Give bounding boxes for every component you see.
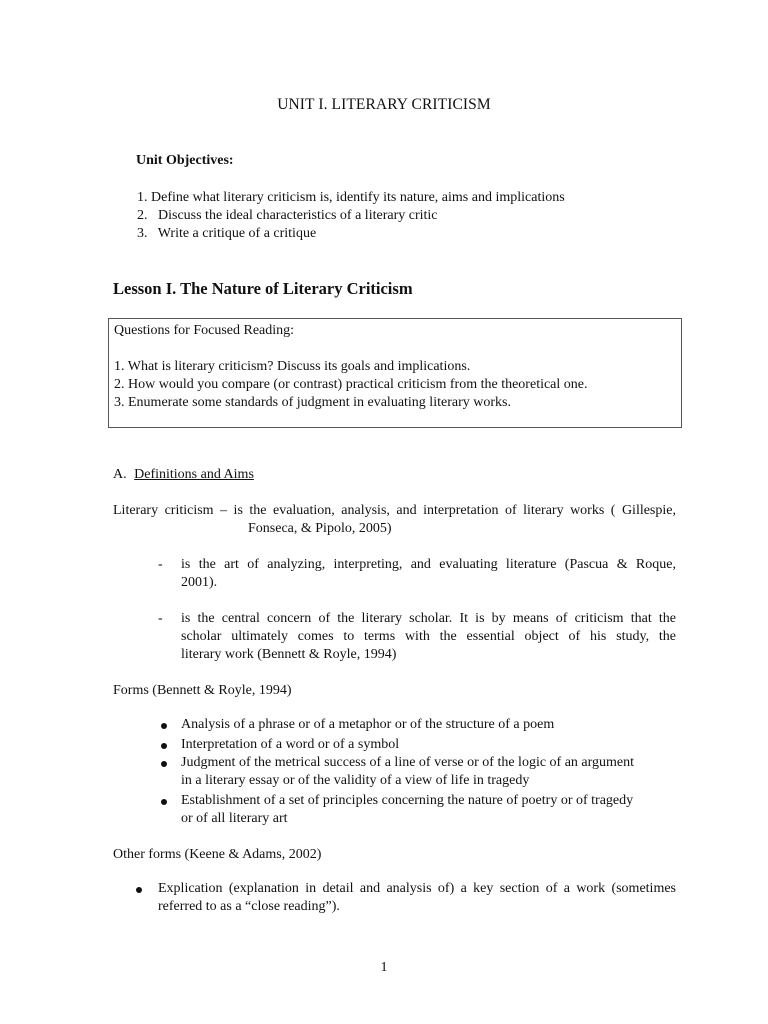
objectives-heading: Unit Objectives: (136, 153, 234, 168)
section-a-prefix: A. (113, 467, 127, 482)
dash-item-2-line-1: is the central concern of the literary scholar. It is by means of criticism that the (181, 611, 676, 626)
focus-question-2: 2. How would you compare (or contrast) practical criticism from the theoretical one. (114, 377, 588, 392)
forms-item-1: Analysis of a phrase or of a metaphor or of the structure of a poem (181, 717, 555, 732)
bullet-icon (161, 799, 167, 805)
dash-marker: - (158, 611, 163, 626)
focus-question-1: 1. What is literary criticism? Discuss its goals and implications. (114, 359, 471, 374)
dash-item-1-line-1: is the art of analyzing, interpreting, and evaluating literature (Pascua & Roque, (181, 557, 676, 572)
objective-item-3: 3. Write a critique of a critique (137, 226, 317, 241)
other-forms-heading: Other forms (Keene & Adams, 2002) (113, 847, 322, 862)
focus-question-3: 3. Enumerate some standards of judgment in evaluating literary works. (114, 395, 511, 410)
forms-heading: Forms (Bennett & Royle, 1994) (113, 683, 292, 698)
unit-title: UNIT I. LITERARY CRITICISM (277, 96, 491, 113)
bullet-icon (136, 887, 142, 893)
dash-item-2-line-2: scholar ultimately comes to terms with the essential object of his study, the (181, 629, 676, 644)
lesson-title: Lesson I. The Nature of Literary Criticism (113, 279, 413, 298)
focused-reading-heading: Questions for Focused Reading: (114, 323, 295, 338)
forms-item-4-line-1: Establishment of a set of principles concerning the nature of poetry or of tragedy (181, 793, 634, 808)
dash-item-1-line-2: 2001). (181, 575, 218, 590)
bullet-icon (161, 761, 167, 767)
objective-item-2: 2. Discuss the ideal characteristics of a literary critic (137, 208, 438, 223)
section-a-label: Definitions and Aims (134, 467, 254, 482)
dash-item-2-line-3: literary work (Bennett & Royle, 1994) (181, 647, 397, 662)
forms-item-2: Interpretation of a word or of a symbol (181, 737, 400, 752)
forms-item-3-line-2: in a literary essay or of the validity of a view of life in tragedy (181, 773, 530, 788)
forms-item-4-line-2: or of all literary art (181, 811, 288, 826)
definition-line-2: Fonseca, & Pipolo, 2005) (248, 521, 392, 536)
other-forms-item-1-line-1: Explication (explanation in detail and analysis of) a key section of a work (sometimes (158, 881, 676, 896)
other-forms-item-1-line-2: referred to as a “close reading”). (158, 899, 340, 914)
forms-item-3-line-1: Judgment of the metrical success of a line of verse or of the logic of an argument (181, 755, 635, 770)
definition-line-1: Literary criticism – is the evaluation, analysis, and interpretation of literary works ( Gillespie, (113, 503, 676, 518)
section-a-heading (113, 467, 254, 483)
bullet-icon (161, 723, 167, 729)
focused-reading-box (108, 318, 682, 428)
objective-item-1: 1. Define what literary criticism is, identify its nature, aims and implications (137, 190, 565, 205)
dash-marker: - (158, 557, 163, 572)
bullet-icon (161, 743, 167, 749)
page-number: 1 (380, 960, 388, 975)
